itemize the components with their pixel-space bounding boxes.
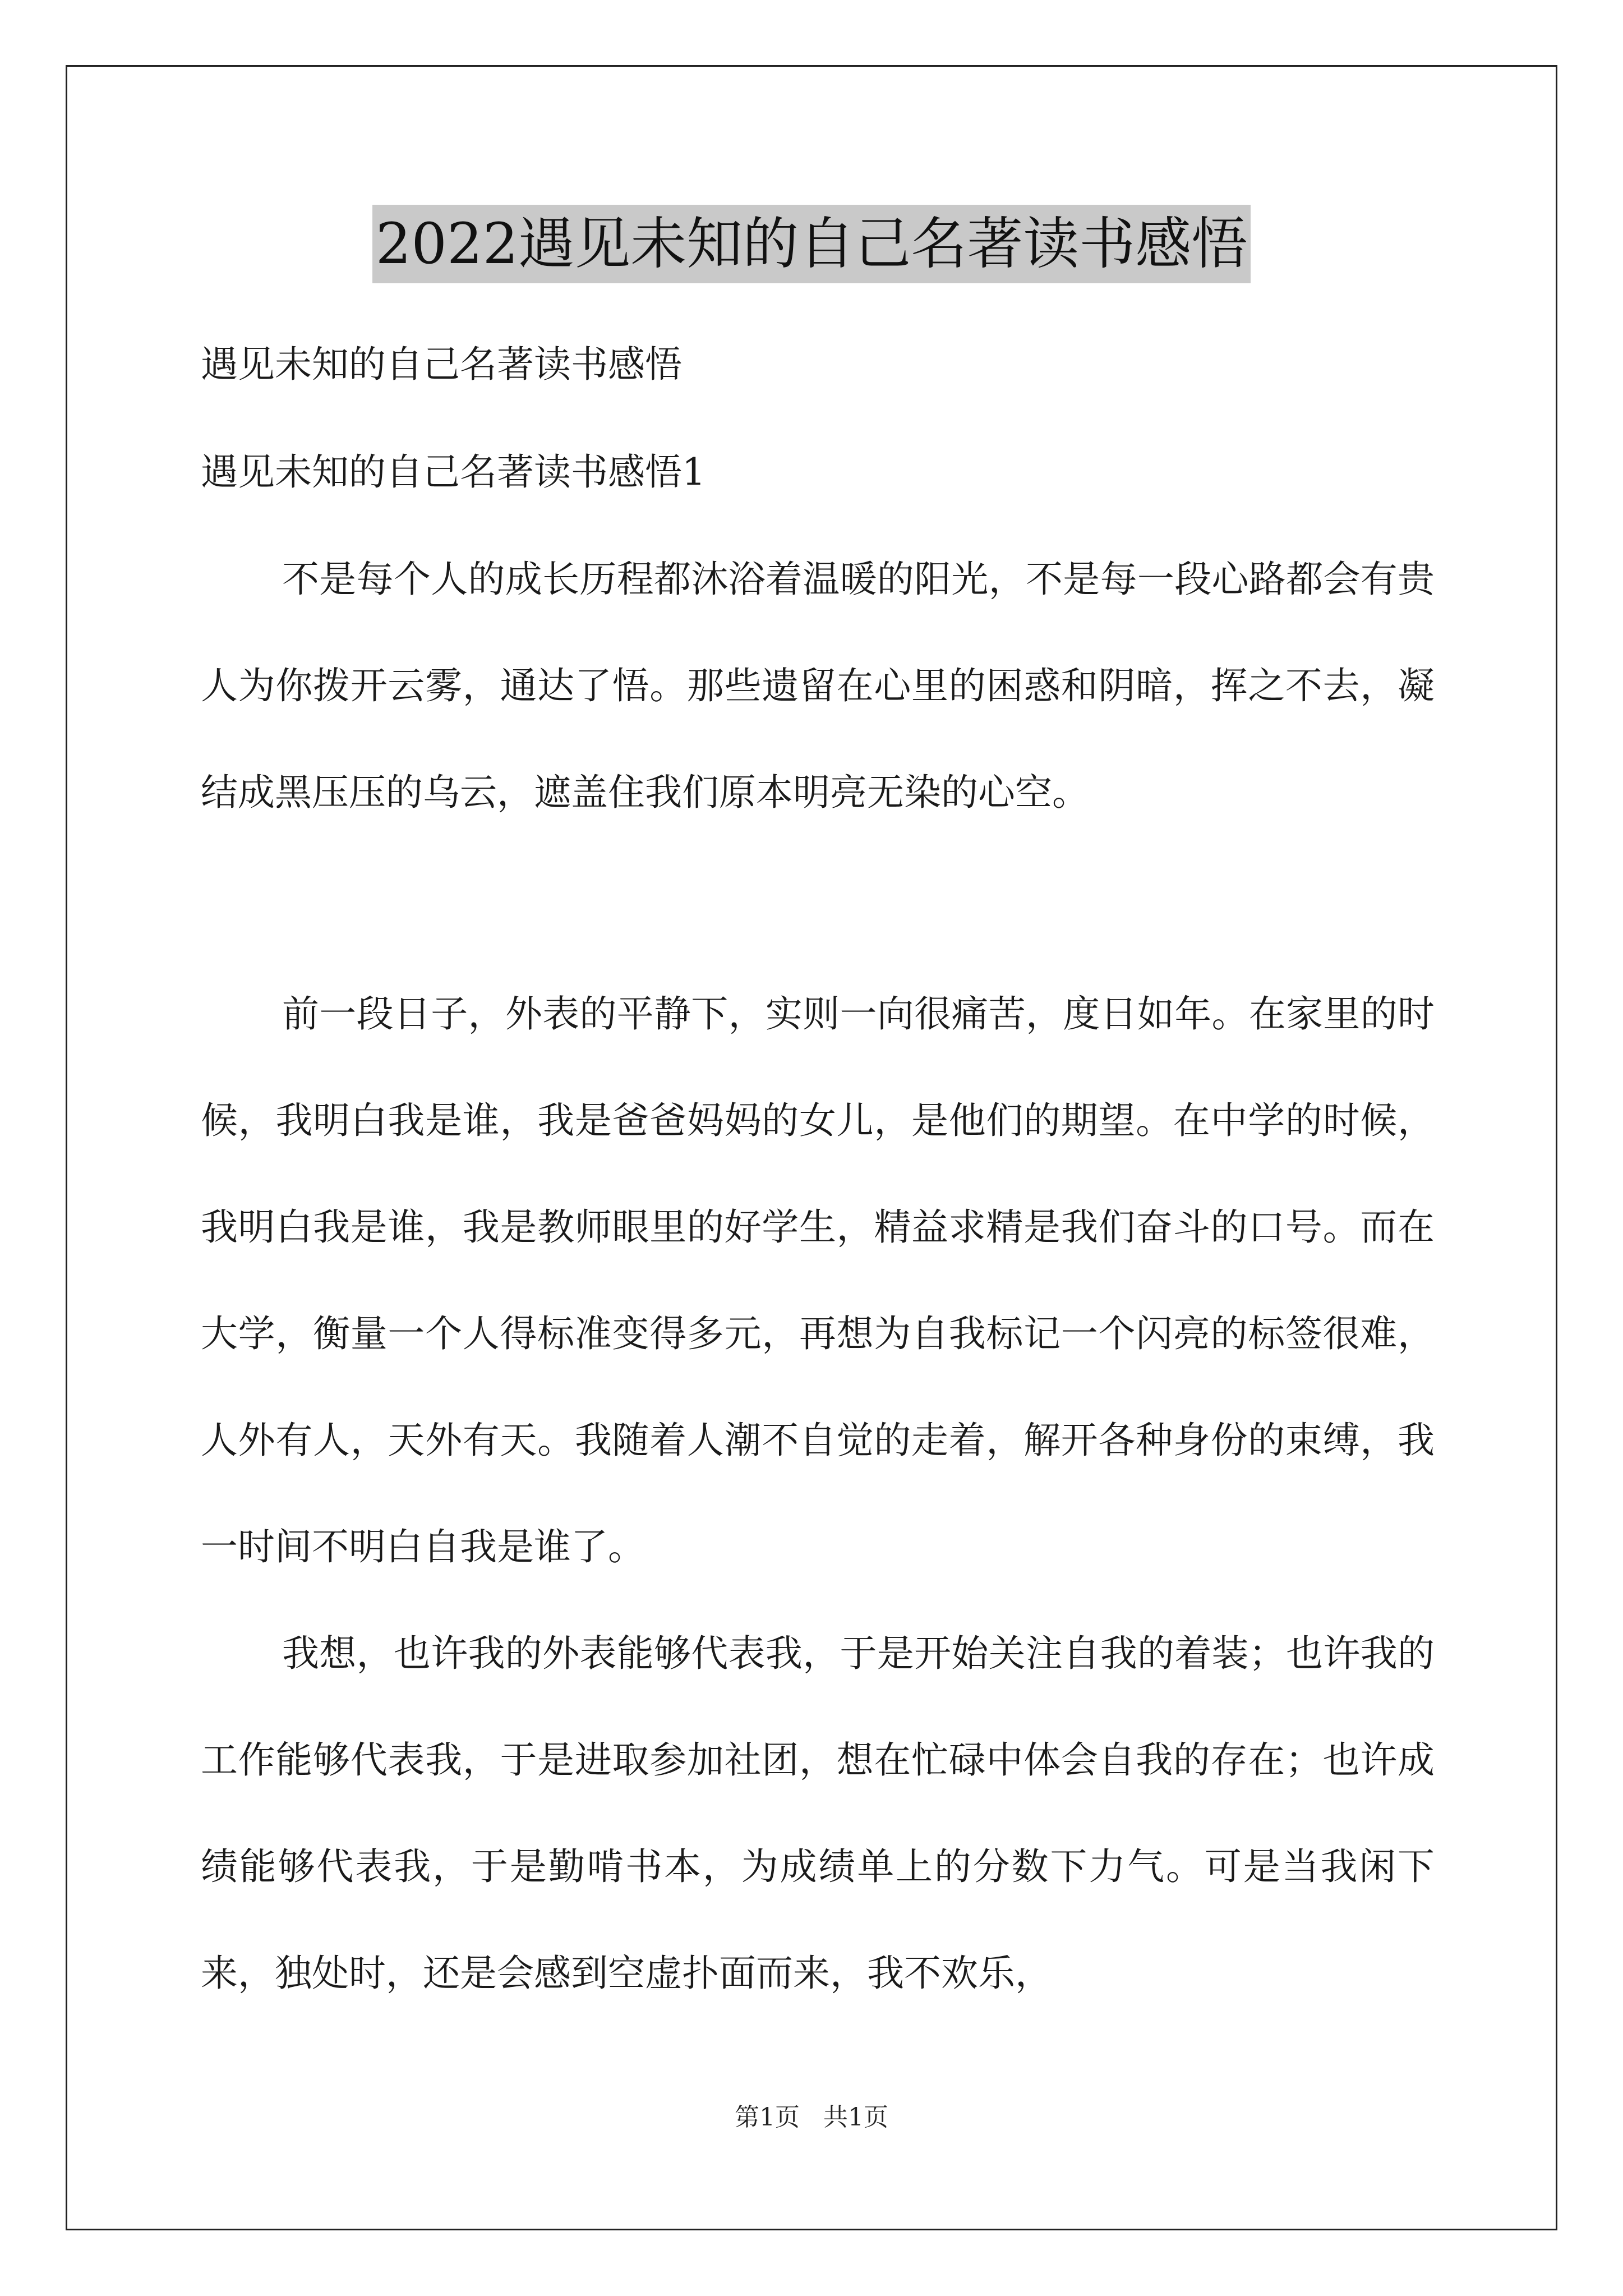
paragraph-1: 不是每个人的成长历程都沐浴着温暖的阳光，不是每一段心路都会有贵人为你拨开云雾，通达了悟。那些遗留在心里的困惑和阴暗，挥之不去，凝结成黑压压的乌云，遮盖住我们原本明亮无染的心空。 [201,558,1435,814]
document-title: 2022遇见未知的自己名著读书感悟 [372,205,1251,283]
paragraph-2: 前一段日子，外表的平静下，实则一向很痛苦，度日如年。在家里的时候，我明白我是谁，我是爸爸妈妈的女儿，是他们的期望。在中学的时候，我明白我是谁，我是教师眼里的好学生，精益求精是我们奋斗的口号。而在大学，衡量一个人得标准变得多元，再想为自我标记一个闪亮的标签很难，人外有人，天外有天。我随着人潮不自觉的走着，解开各种身份的束缚，我一时间不明白自我是谁了。 [201,992,1435,1568]
title-container [0,205,1623,283]
page-footer: 第1页 共1页 [735,2103,888,2132]
paragraph-3: 我想，也许我的外表能够代表我，于是开始关注自我的着装；也许我的工作能够代表我，于是进取参加社团，想在忙碌中体会自我的存在；也许成绩能够代表我，于是勤啃书本，为成绩单上的分数下力气。可是当我闲下来，独处时，还是会感到空虚扑面而来，我不欢乐， [201,1632,1435,1995]
section-heading: 遇见未知的自己名著读书感悟1 [201,450,706,494]
document-subtitle: 遇见未知的自己名著读书感悟 [201,343,682,386]
document-body [201,337,1435,2027]
